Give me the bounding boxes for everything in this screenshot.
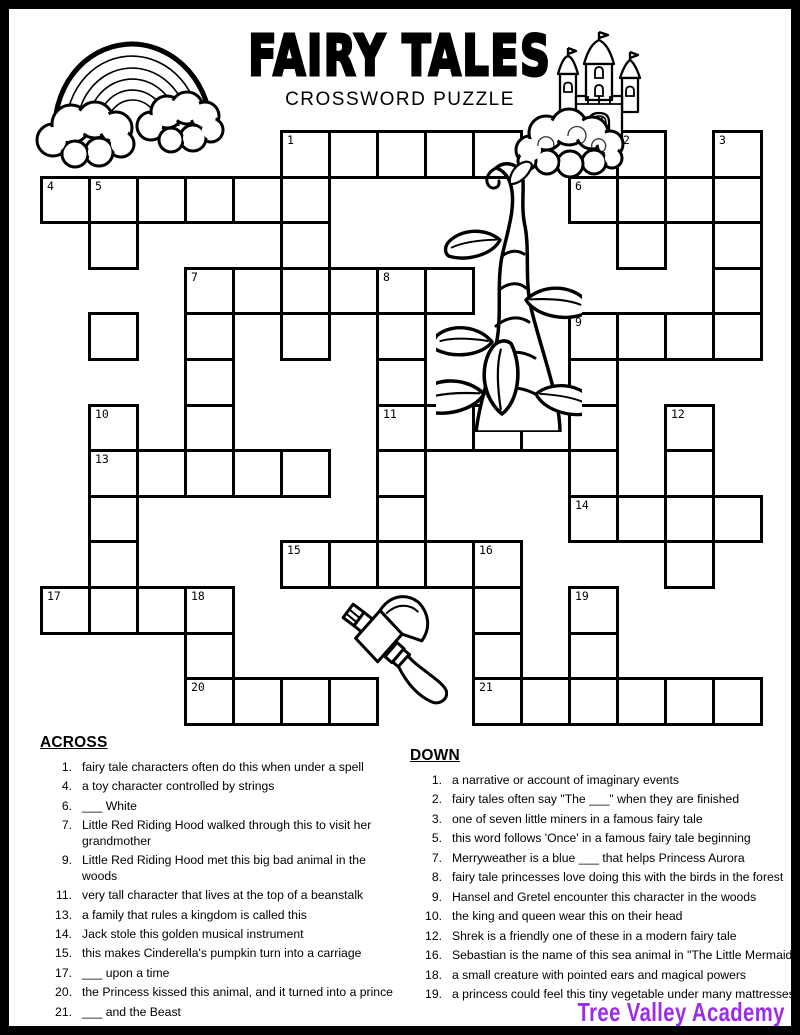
clue-item-text: ___ White xyxy=(82,798,137,813)
clue-item-text: Little Red Riding Hood walked through this to visit her grandmother xyxy=(82,818,372,848)
clue-item-number: 3. xyxy=(431,811,442,826)
grid-cell[interactable] xyxy=(664,449,715,498)
grid-cell[interactable] xyxy=(88,221,139,270)
clue-item-text: a princess could feel this tiny vegetable under many mattresses xyxy=(452,987,795,1002)
clue-item xyxy=(40,908,440,923)
grid-cell[interactable] xyxy=(280,176,331,225)
clue-item xyxy=(40,818,440,849)
clue-item-text: a toy character controlled by strings xyxy=(82,779,275,794)
page-subtitle: CROSSWORD PUZZLE xyxy=(285,88,515,110)
grid-cell[interactable] xyxy=(616,677,667,726)
grid-cell[interactable] xyxy=(232,176,283,225)
grid-cell[interactable] xyxy=(376,358,427,407)
clue-number: 5 xyxy=(95,178,102,193)
grid-cell[interactable] xyxy=(376,312,427,361)
clue-number: 3 xyxy=(719,133,726,147)
grid-cell[interactable] xyxy=(616,176,667,225)
clue-item-text: one of seven little miners in a famous fairy tale xyxy=(452,811,703,826)
clue-item-number: 8. xyxy=(431,870,442,885)
clue-item-text: ___ upon a time xyxy=(82,965,170,980)
grid-cell[interactable] xyxy=(376,404,427,453)
grid-cell[interactable] xyxy=(88,586,139,635)
grid-cell[interactable] xyxy=(184,267,235,316)
beanstalk-illustration xyxy=(436,160,582,432)
grid-cell[interactable] xyxy=(232,449,283,498)
grid-cell[interactable] xyxy=(280,449,331,498)
clue-item-text: a family that rules a kingdom is called this xyxy=(82,907,307,922)
clue-item-text: the king and queen wear this on their head xyxy=(452,909,683,924)
grid-cell[interactable] xyxy=(280,130,331,179)
clue-number: 2 xyxy=(623,133,630,147)
grid-cell[interactable] xyxy=(184,358,235,407)
grid-cell[interactable] xyxy=(328,130,379,179)
grid-cell[interactable] xyxy=(568,632,619,681)
grid-cell[interactable] xyxy=(88,312,139,361)
clue-item-number: 4. xyxy=(61,779,72,794)
clue-item-number: 7. xyxy=(61,818,72,833)
clue-item-number: 19. xyxy=(425,987,442,1002)
clue-item-number: 16. xyxy=(425,948,442,963)
clue-item xyxy=(410,929,796,944)
grid-cell[interactable] xyxy=(280,267,331,316)
clue-item-number: 17. xyxy=(55,965,72,980)
clue-item-text: fairy tales often say "The ___" when they are finished xyxy=(452,792,740,807)
grid-cell[interactable] xyxy=(280,221,331,270)
clue-item xyxy=(40,927,440,942)
clue-item-number: 9. xyxy=(61,853,72,868)
down-section xyxy=(410,747,796,1007)
grid-cell[interactable] xyxy=(280,312,331,361)
clue-number: 17 xyxy=(47,589,61,603)
clue-item-text: this word follows 'Once' in a famous fairy tale beginning xyxy=(452,831,751,846)
clue-item xyxy=(410,851,796,866)
clue-item xyxy=(40,1005,440,1020)
across-section xyxy=(40,734,440,1024)
clue-number: 18 xyxy=(191,589,205,603)
clue-item-number: 5. xyxy=(431,831,442,846)
grid-cell[interactable] xyxy=(568,495,619,544)
clue-item xyxy=(410,870,796,885)
axe-icon xyxy=(338,582,448,724)
clue-number: 16 xyxy=(479,543,493,558)
grid-cell[interactable] xyxy=(664,312,715,361)
clue-number: 10 xyxy=(95,406,109,421)
clue-item-number: 1. xyxy=(431,773,442,787)
clue-item-number: 11. xyxy=(55,888,72,903)
grid-cell[interactable] xyxy=(712,267,763,316)
grid-cell[interactable] xyxy=(184,404,235,453)
grid-cell[interactable] xyxy=(712,312,763,361)
clue-item xyxy=(410,968,796,983)
brand-logo-text: Tree Valley Academy xyxy=(577,997,785,1027)
clue-number: 13 xyxy=(95,452,109,467)
clue-item-text: a small creature with pointed ears and magical powers xyxy=(452,967,746,982)
grid-cell[interactable] xyxy=(376,267,427,316)
grid-cell[interactable] xyxy=(184,677,235,726)
clue-item-number: 14. xyxy=(55,926,72,941)
clue-item xyxy=(410,812,796,827)
clue-number: 4 xyxy=(47,178,54,193)
clue-item xyxy=(410,792,796,807)
grid-cell[interactable] xyxy=(712,495,763,544)
grid-cell[interactable] xyxy=(184,312,235,361)
clue-item xyxy=(40,850,442,884)
grid-cell[interactable] xyxy=(472,540,523,589)
beanstalk-icon xyxy=(436,160,582,432)
clue-item-text: fairy tale characters often do this when under a spell xyxy=(82,760,364,774)
grid-cell[interactable] xyxy=(376,495,427,544)
clue-number: 20 xyxy=(191,680,205,695)
clue-item xyxy=(410,948,796,963)
grid-cell[interactable] xyxy=(664,540,715,589)
clue-item xyxy=(40,985,440,1000)
grid-cell[interactable] xyxy=(280,677,331,726)
clue-item-number: 10. xyxy=(425,909,442,924)
clue-number: 7 xyxy=(191,269,198,284)
grid-cell[interactable] xyxy=(472,586,523,635)
clue-item-text: Merryweather is a blue ___ that helps Princess Aurora xyxy=(452,850,745,865)
grid-cell[interactable] xyxy=(520,677,571,726)
clue-item-text: Hansel and Gretel encounter this character in the woods xyxy=(452,889,757,904)
clue-item xyxy=(40,779,440,794)
clue-number: 15 xyxy=(287,543,301,558)
clue-item-number: 18. xyxy=(425,967,442,982)
clue-item xyxy=(40,966,440,981)
clue-item-number: 1. xyxy=(61,760,72,774)
clue-number: 1 xyxy=(287,133,294,147)
clue-item-number: 13. xyxy=(55,907,72,922)
clue-item-number: 12. xyxy=(425,928,442,943)
grid-cell[interactable] xyxy=(136,449,187,498)
clue-item xyxy=(40,946,440,961)
grid-cell[interactable] xyxy=(664,404,715,453)
clue-item xyxy=(410,831,796,846)
grid-cell[interactable] xyxy=(664,495,715,544)
clue-item-number: 6. xyxy=(61,798,72,813)
clue-item-text: ___ and the Beast xyxy=(82,1004,181,1019)
clue-number: 21 xyxy=(479,680,493,695)
grid-cell[interactable] xyxy=(712,221,763,270)
grid-cell[interactable] xyxy=(40,586,91,635)
grid-cell[interactable] xyxy=(88,404,139,453)
clue-item xyxy=(410,890,796,905)
grid-cell[interactable] xyxy=(664,176,715,225)
clue-item-text: fairy tale princesses love doing this with the birds in the forest xyxy=(452,870,784,885)
page-title: FAIRY TALES xyxy=(248,24,552,89)
rainbow-clouds-illustration xyxy=(33,30,233,200)
clue-item-number: 21. xyxy=(55,1004,72,1019)
grid-cell[interactable] xyxy=(616,495,667,544)
grid-cell[interactable] xyxy=(184,586,235,635)
clue-number: 8 xyxy=(383,269,390,284)
grid-cell[interactable] xyxy=(376,449,427,498)
grid-cell[interactable] xyxy=(568,449,619,498)
clue-item-number: 20. xyxy=(55,985,72,1000)
down-clue-list xyxy=(410,773,796,1003)
across-heading: ACROSS xyxy=(40,734,108,751)
grid-cell[interactable] xyxy=(712,677,763,726)
grid-cell[interactable] xyxy=(616,312,667,361)
clue-item-text: Sebastian is the name of this sea animal in "The Little Mermaid" xyxy=(452,948,797,963)
grid-cell[interactable] xyxy=(568,586,619,635)
cloud-icon xyxy=(137,92,223,152)
clue-number: 12 xyxy=(671,406,685,421)
clue-item-text: this makes Cinderella's pumpkin turn into a carriage xyxy=(82,946,362,961)
clue-item xyxy=(40,799,440,814)
grid-cell[interactable] xyxy=(568,677,619,726)
down-heading: DOWN xyxy=(410,747,460,764)
grid-cell[interactable] xyxy=(376,130,427,179)
clue-item xyxy=(40,760,440,775)
grid-cell[interactable] xyxy=(712,130,763,179)
across-clue-list xyxy=(40,760,440,1020)
clue-item-text: a narrative or account of imaginary events xyxy=(452,773,679,787)
grid-cell[interactable] xyxy=(232,677,283,726)
clue-item-number: 2. xyxy=(431,792,442,807)
clue-item-text: very tall character that lives at the top of a beanstalk xyxy=(82,888,364,903)
clue-item-text: the Princess kissed this animal, and it turned into a prince xyxy=(82,985,393,1000)
clue-item-text: Little Red Riding Hood met this big bad animal in the woods xyxy=(82,853,366,883)
grid-cell[interactable] xyxy=(88,495,139,544)
clue-item-number: 7. xyxy=(431,850,442,865)
grid-cell[interactable] xyxy=(136,586,187,635)
grid-cell[interactable] xyxy=(472,632,523,681)
grid-cell[interactable] xyxy=(184,449,235,498)
clue-number: 19 xyxy=(575,589,589,603)
axe-illustration xyxy=(338,582,448,724)
cloud-icon xyxy=(37,102,134,167)
grid-cell[interactable] xyxy=(472,677,523,726)
clue-item xyxy=(410,773,796,788)
grid-cell[interactable] xyxy=(232,267,283,316)
grid-cell[interactable] xyxy=(664,677,715,726)
clue-number: 11 xyxy=(383,406,397,421)
clue-item-number: 15. xyxy=(55,946,72,961)
clue-item xyxy=(410,909,796,924)
clue-number: 6 xyxy=(575,178,582,193)
grid-cell[interactable] xyxy=(280,540,331,589)
grid-cell[interactable] xyxy=(712,176,763,225)
clue-number: 9 xyxy=(575,315,582,330)
grid-cell[interactable] xyxy=(88,449,139,498)
grid-cell[interactable] xyxy=(328,267,379,316)
grid-cell[interactable] xyxy=(88,540,139,589)
rainbow-icon xyxy=(33,30,233,200)
clue-number: 14 xyxy=(575,497,589,512)
clue-item-number: 9. xyxy=(431,889,442,904)
grid-cell[interactable] xyxy=(184,632,235,681)
clue-item-text: Shrek is a friendly one of these in a modern fairy tale xyxy=(452,928,737,943)
clue-item-text: Jack stole this golden musical instrument xyxy=(82,926,304,941)
grid-cell[interactable] xyxy=(616,221,667,270)
clue-item xyxy=(40,888,440,903)
